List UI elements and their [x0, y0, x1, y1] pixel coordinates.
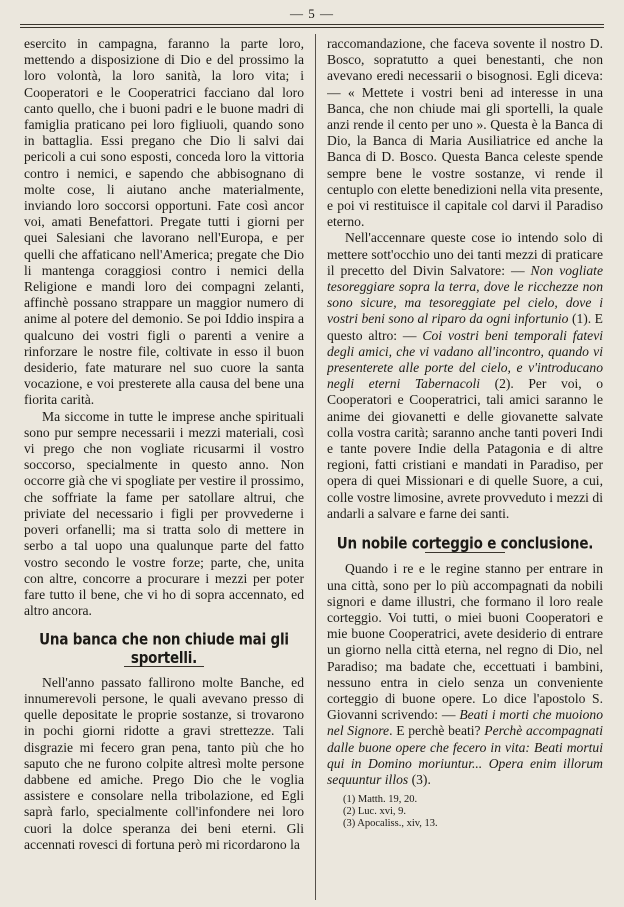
- quote-italic: Non vogliate tesoreggiare sopra la terra, dove le ricchezze non sono sicure, ma tesoreggiate pel cielo, dove i vostri beni sono al riparo da ogni infortunio: [327, 262, 603, 327]
- left-column: [24, 36, 304, 904]
- section-title-banca: Una banca che non chiude mai gli sportelli.: [39, 630, 289, 668]
- left-paragraph-2: Ma siccome in tutte le imprese anche spirituali sono pur sempre necessarii i mezzi materiali, così vi prego che non vogliate ricusarmi il vostro soccorso, specialmente in questo anno. Non occorre già che vi spogliate per vestire il prossimo, che soffriate la fame per satollare altrui, che priviate del necessario i figli per provvederne i poveri orfanelli; ma si tratta solo di mettere in serbo a tal uopo una qualunque parte del fatto vostro secondo le vostre forze; parte, che, unita con altre, concorre a procurare i mezzi per poter fare tutto il bene, che vi ho di sopra accennato, ed altro ancora.: [24, 408, 304, 619]
- text-run: Nell'accennare queste cose io intendo solo di mettere sott'occhio uno dei tanti mezzi di praticare il precetto del Divin Salvatore: —: [327, 230, 603, 278]
- quote-italic: Coi vostri beni temporali fatevi degli amici, che vi vadano all'incontro, quando vi presenterete alle porte del cielo, e v'introducano negli eterni Tabernacoli: [327, 327, 603, 392]
- quote-italic: Perchè accompagnati dalle buone opere che fecero in vita: Beati mortui qui in Domino moriuntur... Opera enim illorum sequuntur illos: [327, 723, 603, 787]
- text-run: (3).: [408, 771, 431, 787]
- text-run: (2). Per voi, o Cooperatori e Cooperatrici, tali amici saranno le anime dei giovanetti e delle giovanette salvate colla vostra carità; saranno anche tanti poveri Indi e tante povere Indie della Patagonia e di altre regioni, fatti cristiani e mandati in Paradiso, per opera di quei Missionari e di quelle Suore, a cui, colle vostre limosine, avrete provveduto i mezzi di andarli a salvare e farne dei santi.: [327, 376, 603, 521]
- footnote: (2) Luc. xvi, 9.: [343, 806, 406, 818]
- text-run: Quando i re e le regine stanno per entrare in una città, sono per lo più accompagnati da nobili signori e dame illustri, che formano il loro reale corteggio. Voi tutti, o miei buoni Cooperatori e mie buone Cooperatrici, avete desiderio di entrare un giorno nella città eterna, nel regno di Dio, nel Paradiso; ma badate che, eccettuati i bambini, nessuno entra in cielo senza un conveniente corteggio di buone opere. Lo dice l'apostolo S. Giovanni scrivendo: —: [327, 561, 603, 723]
- section-title-corteggio: Un nobile corteggio e conclusione.: [336, 534, 594, 554]
- right-column: [327, 36, 603, 904]
- page-number: — 5 —: [290, 6, 334, 21]
- text-run: (1). E questo altro: —: [327, 311, 603, 343]
- right-paragraph-3: [327, 561, 603, 788]
- quote-italic: Beati i morti che muoiono nel Signore: [327, 707, 603, 739]
- page-header: [0, 6, 624, 22]
- right-paragraph-2: [327, 230, 603, 522]
- left-paragraph-1: esercito in campagna, faranno la parte loro, mettendo a disposizione di Dio e del prossimo la loro volontà, la loro sanità, la loro vita; i Cooperatori e le Cooperatrici facciano dal loro canto quello, che i buoni padri e le buone madri di famiglia praticano pei loro figliuoli, quando sono in battaglia. Essi pregano che Dio li salvi dai pericoli a cui sono esposti, conceda loro la vittoria contro i nemici, e sapendo che abbisognano di molte cose, li aiutano anche materialmente, inviando loro soccorsi opportuni. Fate così ancor voi, amati Benefattori. Pregate tutti i giorni per quei Salesiani che lavorano nell'Europa, e per quelli che affaticano nell'America; pregate che Dio li mantenga coraggiosi contro i nemici della Religione e mandi loro dei compagni zelanti, affinchè possano strappare un maggior numero di anime al potere del demonio. Se poi Iddio inspira a qualcuno dei vostri figli o parenti a venire a rinforzare le nostre file, coltivate in esso il buon desiderio, fate maturare nel suo cuore la santa vocazione, e voi presterete alla causa del bene una fiorita carità.: [24, 36, 304, 408]
- text-run: . E perchè beati?: [389, 723, 485, 739]
- footnote: (1) Matth. 19, 20.: [343, 794, 418, 806]
- footnote: (3) Apocaliss., xiv, 13.: [343, 818, 438, 830]
- column-divider: [315, 34, 316, 900]
- footnotes: [327, 794, 603, 830]
- header-rule-double: [20, 27, 604, 28]
- header-rule: [20, 24, 604, 25]
- left-paragraph-3: Nell'anno passato fallirono molte Banche, ed innumerevoli persone, le quali avevano presso di quelle depositate le proprie sostanze, si trovarono in pochi giorni ridotte a gravi strettezze. Tali disgrazie mi fecero gran pena, tanto più che ho saputo che ne furono colpite altresì molte persone dabbene ed amiche. Prego Dio che le voglia assistere e consolare nella tribolazione, ed Egli saprà farlo, specialmente coll'infondere nei loro cuori la dolce speranza dei beni eterni. Gli accennati rovesci di fortuna però mi ricordarono la: [24, 674, 304, 852]
- right-paragraph-1: raccomandazione, che faceva sovente il nostro D. Bosco, sopratutto a quei benestanti, che non avevano eredi necessarii o bisognosi. Egli diceva: — « Mettete i vostri beni ad interesse in una Banca, che non chiude mai gli sportelli, la quale anzi rende il cento per uno ». Questa è la Banca di Dio, la Banca di Maria Ausiliatrice ed anche la Banca di D. Bosco. Questa Banca celeste spende sempre bene le vostre sostanze, vi rende il centuplo con elette benedizioni nella vita presente, e poi vi restituisce il capitale col darvi il Paradiso eterno.: [327, 36, 603, 230]
